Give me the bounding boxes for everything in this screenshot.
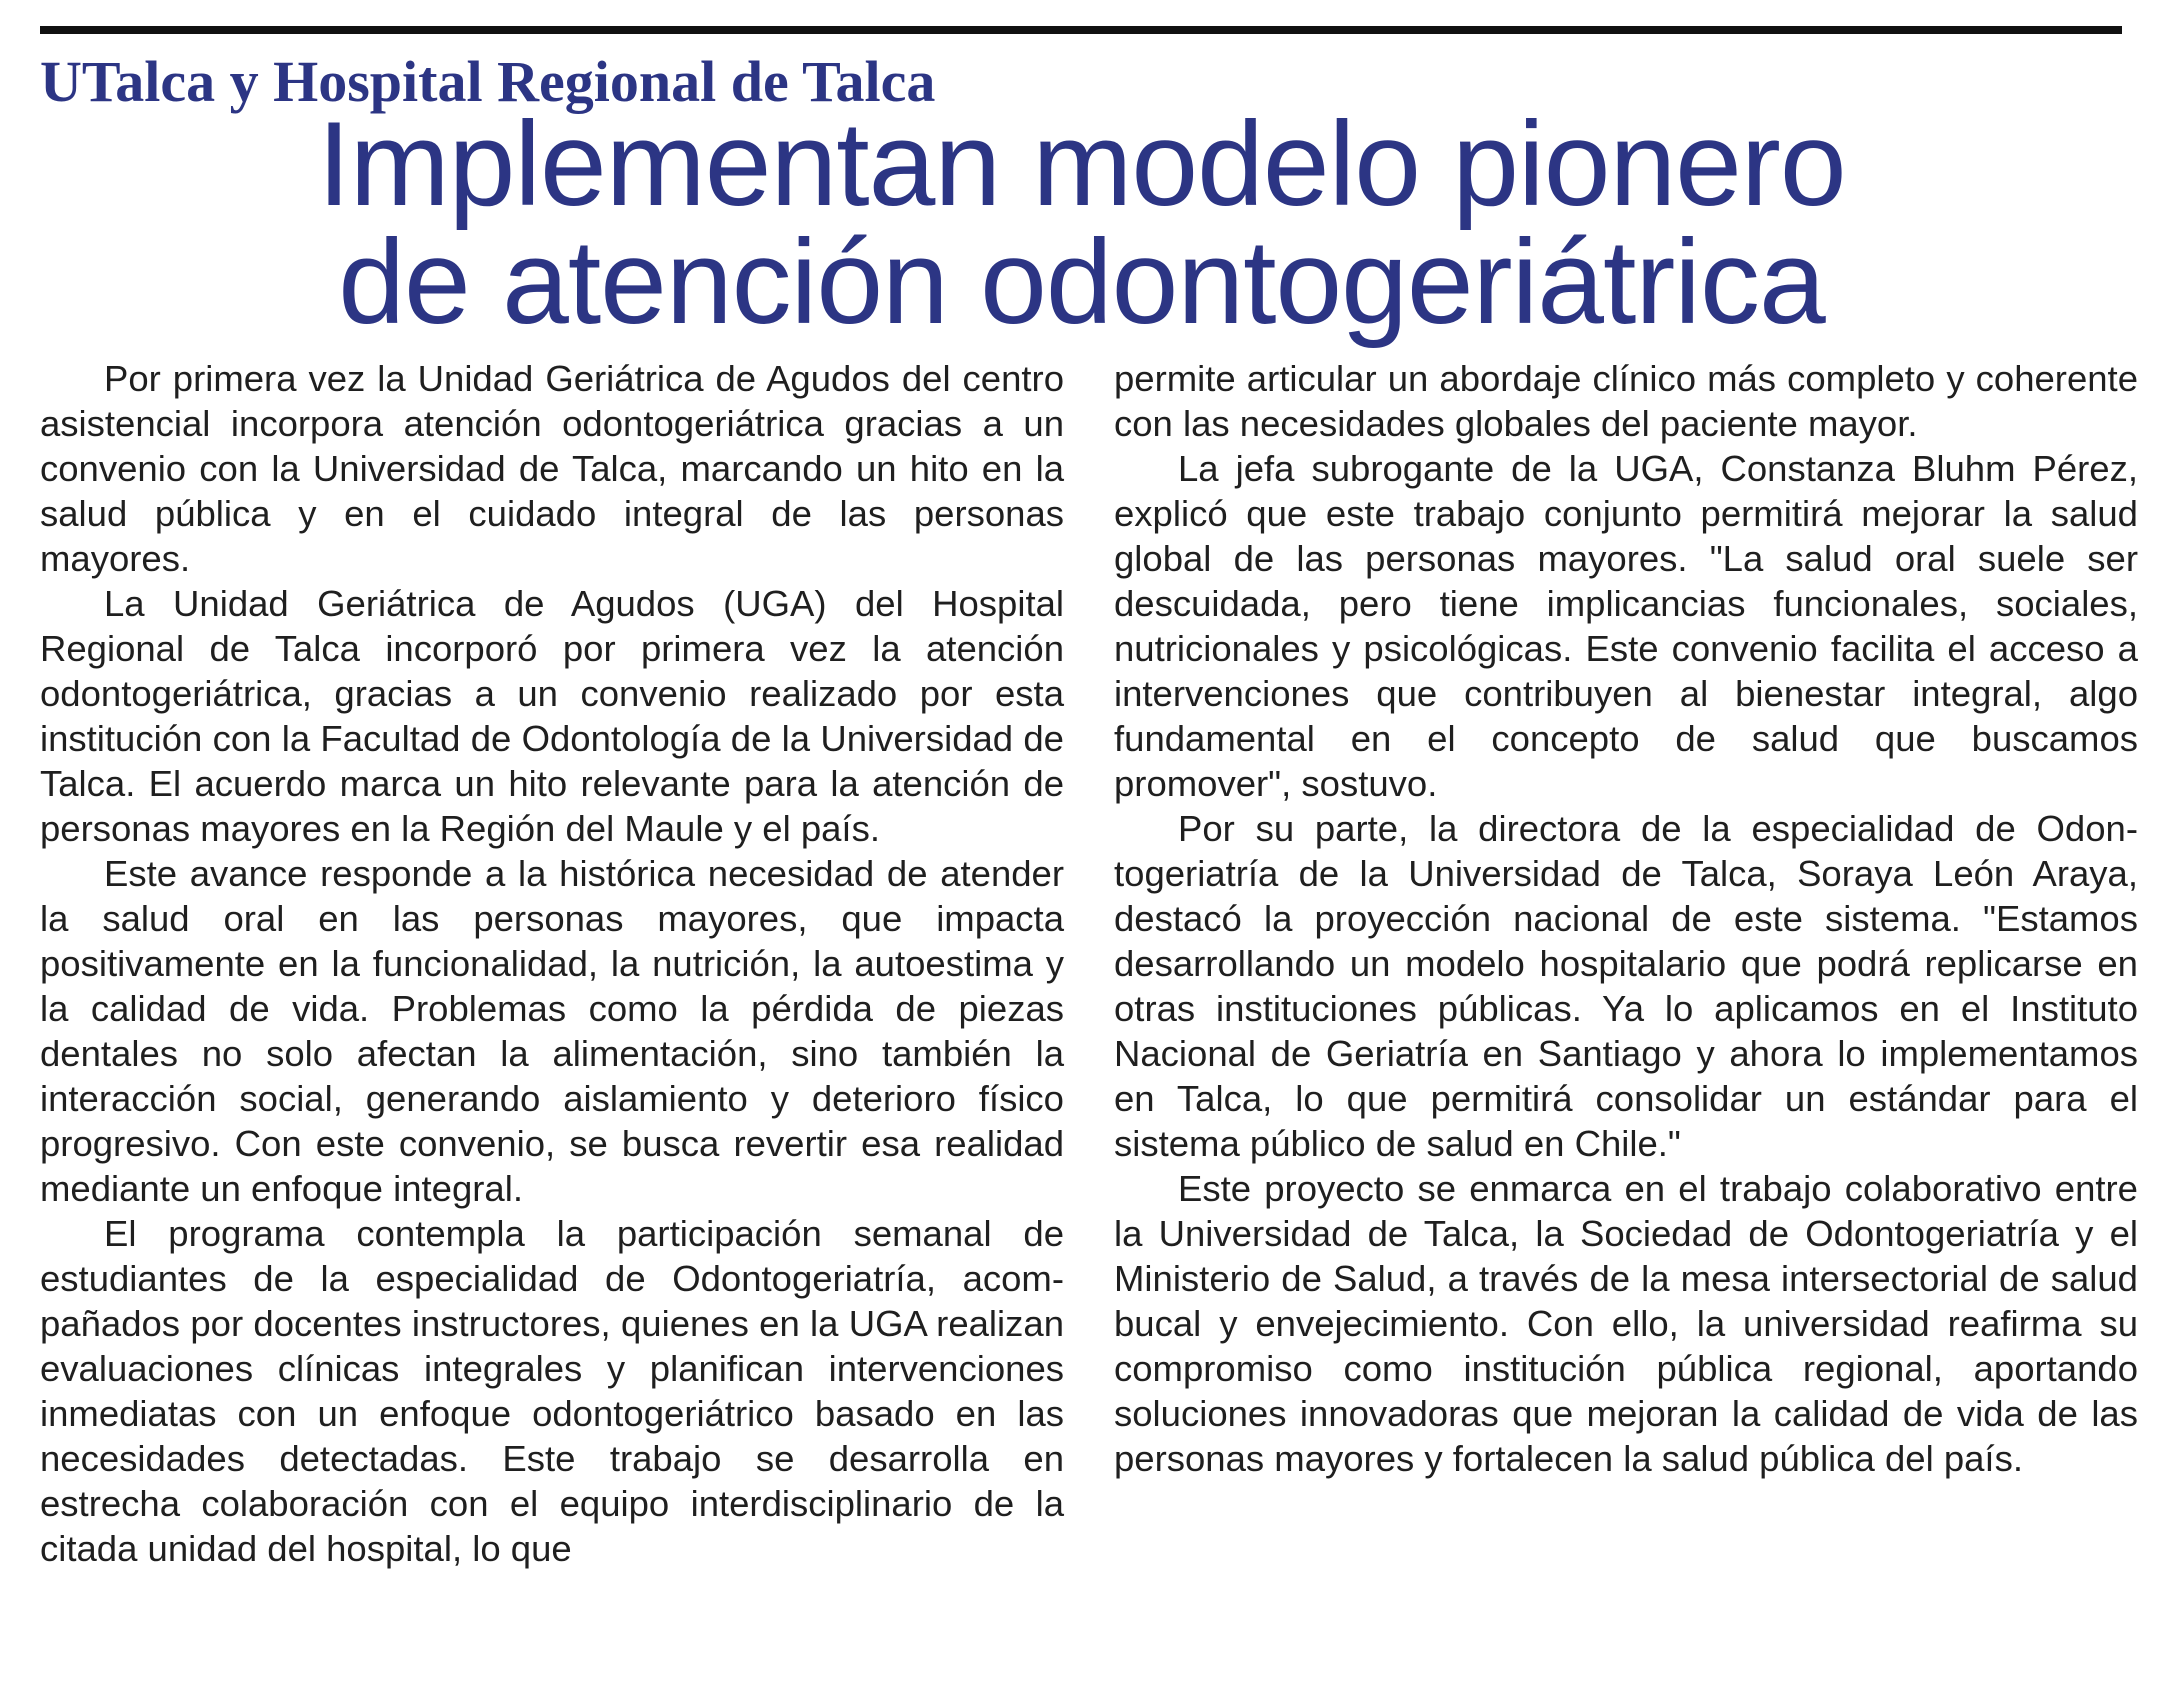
paragraph: La Unidad Geriátrica de Agudos (UGA) del Hospital Regional de Talca incorporó por primera vez la atención odontogeriátrica, gracias a un convenio realizado por esta institución con la Facultad de Odontología de la Universidad de Talca. El acuerdo marca un hito relevante para la atención de personas mayores en la Región del Maule y el país.: [40, 583, 1064, 849]
article-headline: [0, 97, 2163, 349]
headline-line-2: de atención odontogeriátrica: [338, 215, 1825, 349]
paragraph: El programa contempla la participación semanal de estudiantes de la especialidad de Odontogeriatría, acompañados por docentes instructores, quienes en la UGA realizan evaluaciones clínicas integrales y planifican intervenciones inmediatas con un enfoque odontogeriátrico basado en las necesidades detectadas. Este trabajo se desarrolla en estrecha colaboración con el equipo interdisciplinario de la citada unidad del hospital, lo que: [40, 1213, 1064, 1569]
paragraph: La jefa subrogante de la UGA, Constanza Bluhm Pérez, explicó que este trabajo conjunto permitirá mejorar la salud global de las personas mayores. "La salud oral suele ser descuidada, pero tiene implicancias funcionales, sociales, nutricionales y psicológicas. Este convenio facilita el acceso a intervenciones que contribuyen al bienestar integral, algo fundamental en el concepto de salud que buscamos promover", sostuvo.: [1114, 448, 2138, 804]
article-kicker: UTalca y Hospital Regional de Talca: [40, 49, 936, 114]
headline-line-1: Implementan modelo pionero: [317, 97, 1846, 231]
paragraph: Por su parte, la directora de la especialidad de Odontogeriatría de la Universidad de Talca, Soraya León Araya, destacó la proyección nacional de este sistema. "Estamos desarrollando un modelo hospitalario que podrá replicarse en otras instituciones públicas. Ya lo aplicamos en el Instituto Nacional de Geriatría en Santiago y ahora lo implementamos en Talca, lo que permitirá consolidar un estándar para el sistema público de salud en Chile.": [1114, 808, 2138, 1164]
article-column-left: [40, 356, 1064, 1571]
top-rule: [40, 26, 2122, 34]
paragraph: Este avance responde a la histórica necesidad de atender la salud oral en las personas mayores, que impacta positivamente en la funcionalidad, la nutrición, la autoestima y la calidad de vida. Problemas como la pérdida de piezas dentales no solo afectan la alimentación, sino también la interacción social, generando aislamiento y deterioro físico progresivo. Con este convenio, se busca revertir esa realidad mediante un enfoque integral.: [40, 853, 1064, 1209]
paragraph-continuation: permite articular un abordaje clínico más completo y coherente con las necesidades globales del paciente mayor.: [1114, 358, 2138, 444]
paragraph: Este proyecto se enmarca en el trabajo colaborativo entre la Universidad de Talca, la Sociedad de Odontogeriatría y el Ministerio de Salud, a través de la mesa intersectorial de salud bucal y envejecimiento. Con ello, la universidad reafirma su compromiso como institución pública regional, aportando soluciones innovadoras que mejoran la calidad de vida de las personas mayores y fortalecen la salud pública del país.: [1114, 1168, 2138, 1479]
paragraph: Por primera vez la Unidad Geriátrica de Agudos del centro asistencial incorpora atención odontogeriátrica gracias a un convenio con la Universidad de Talca, marcando un hito en la salud pública y en el cuidado integral de las personas mayores.: [40, 358, 1064, 579]
article-column-right: [1114, 356, 2138, 1481]
